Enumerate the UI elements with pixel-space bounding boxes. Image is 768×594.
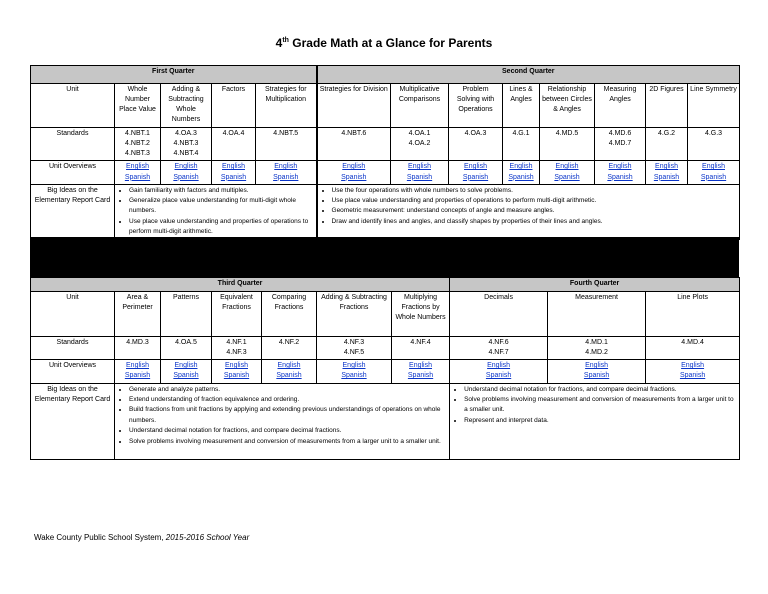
big-ideas-row [31,383,740,459]
overview-links [450,360,548,383]
big-idea-item: • Extend understanding of fraction equivalence and ordering. [129,395,447,405]
spanish-link[interactable]: Spanish [124,372,151,380]
unit-row [31,292,740,337]
spanish-link[interactable]: Spanish [341,173,367,181]
overview-links [256,161,317,184]
english-link[interactable]: English [222,163,245,171]
standards-cell: 4.MD.6 4.MD.7 [595,128,646,161]
overview-links [115,360,161,383]
second-quarter-heading: Second Quarter [317,66,740,84]
fourth-quarter-heading: Fourth Quarter [450,278,740,292]
spanish-link[interactable]: Spanish [173,372,199,380]
unit-cell: Measuring Angles [595,84,646,128]
english-link[interactable]: English [225,362,248,370]
unit-cell: Factors [212,84,256,128]
page-title: 4th Grade Math at a Glance for Parents [275,36,493,50]
quarters-3-4-table [30,277,740,460]
unit-cell: Patterns [161,292,212,337]
standards-cell: 4.NF.4 [392,337,450,360]
unit-cell: Adding & Subtracting Whole Numbers [161,84,212,128]
spanish-link[interactable]: Spanish [341,372,367,380]
overview-links [449,161,503,184]
quarters-1-2-table [30,65,740,240]
unit-cell: Strategies for Division [317,84,391,128]
english-link[interactable]: English [464,163,487,171]
unit-cell: Decimals [450,292,548,337]
english-link[interactable]: English [126,362,149,370]
english-link[interactable]: English [487,362,511,370]
footer-org: Wake County Public School System, [34,533,166,542]
third-quarter-heading: Third Quarter [31,278,450,292]
big-idea-item: • Generate and analyze patterns. [129,385,447,395]
standards-cell: 4.G.3 [688,128,740,161]
english-link[interactable]: English [585,362,609,370]
english-link[interactable]: English [126,163,149,171]
big-idea-item: • Draw and identify lines and angles, and classify shapes by properties of their lines and angles. [332,217,738,227]
standards-cell: 4.OA.4 [212,128,256,161]
spanish-link[interactable]: Spanish [700,173,727,181]
overview-links [317,161,391,184]
divider-band [30,237,739,277]
unit-overviews-row-label: Unit Overviews [31,161,115,184]
spanish-link[interactable]: Spanish [462,173,489,181]
standards-cell: 4.G.2 [646,128,688,161]
unit-cell: Problem Solving with Operations [449,84,503,128]
footer [34,533,249,542]
standards-cell: 4.NBT.6 [317,128,391,161]
unit-cell: Adding & Subtracting Fractions [317,292,392,337]
big-idea-item: • Use the four operations with whole numbers to solve problems. [332,186,738,196]
standards-cell: 4.MD.3 [115,337,161,360]
big-ideas-q3 [115,383,450,459]
unit-cell: Relationship between Circles & Angles [540,84,595,128]
standards-cell: 4.MD.1 4.MD.2 [548,337,646,360]
unit-overviews-row [31,161,740,184]
standards-cell: 4.OA.5 [161,337,212,360]
standards-cell: 4.NF.6 4.NF.7 [450,337,548,360]
standards-cell: 4.NF.1 4.NF.3 [212,337,262,360]
overview-links [115,161,161,184]
overview-links [646,161,688,184]
unit-cell: Lines & Angles [503,84,540,128]
big-ideas-row-label: Big Ideas on the Elementary Report Card [31,184,115,239]
english-link[interactable]: English [174,362,198,370]
spanish-link[interactable]: Spanish [554,173,580,181]
standards-cell: 4.NF.3 4.NF.5 [317,337,392,360]
english-link[interactable]: English [702,163,725,171]
overview-links [391,161,449,184]
spanish-link[interactable]: Spanish [124,173,151,181]
standards-row [31,128,740,161]
english-link[interactable]: English [342,163,366,171]
unit-cell: Comparing Fractions [262,292,317,337]
spanish-link[interactable]: Spanish [485,372,512,380]
overview-links [262,360,317,383]
english-link[interactable]: English [608,163,632,171]
standards-cell: 4.OA.3 4.NBT.3 4.NBT.4 [161,128,212,161]
spanish-link[interactable]: Spanish [653,173,680,181]
spanish-link[interactable]: Spanish [679,372,706,380]
english-link[interactable]: English [681,362,705,370]
big-idea-item: • Generalize place value understanding for multi-digit whole numbers. [129,196,314,217]
overview-links [688,161,740,184]
big-ideas-q1 [115,184,317,239]
big-idea-item: • Understand decimal notation for fractions, and compare decimal fractions. [464,385,737,395]
spanish-link[interactable]: Spanish [583,372,610,380]
unit-overviews-row [31,360,740,383]
unit-cell: Area & Perimeter [115,292,161,337]
spanish-link[interactable]: Spanish [223,372,250,380]
overview-links [540,161,595,184]
overview-links [646,360,740,383]
spanish-link[interactable]: Spanish [508,173,534,181]
big-ideas-row-label: Big Ideas on the Elementary Report Card [31,383,115,459]
unit-cell: Equivalent Fractions [212,292,262,337]
overview-links [548,360,646,383]
overview-links [595,161,646,184]
english-link[interactable]: English [408,163,431,171]
unit-cell: Multiplying Fractions by Whole Numbers [392,292,450,337]
big-ideas-q4 [450,383,740,459]
overview-links [503,161,540,184]
overview-links [392,360,450,383]
unit-cell: Whole Number Place Value [115,84,161,128]
spanish-link[interactable]: Spanish [220,173,247,181]
english-link[interactable]: English [274,163,298,171]
overview-links [161,360,212,383]
standards-cell: 4.NF.2 [262,337,317,360]
unit-cell: Line Symmetry [688,84,740,128]
standards-cell: 4.MD.5 [540,128,595,161]
spanish-link[interactable]: Spanish [173,173,199,181]
standards-cell: 4.OA.3 [449,128,503,161]
unit-cell: Line Plots [646,292,740,337]
standards-cell: 4.MD.4 [646,337,740,360]
standards-row-label: Standards [31,337,115,360]
standards-cell: 4.G.1 [503,128,540,161]
standards-cell: 4.OA.1 4.OA.2 [391,128,449,161]
english-link[interactable]: English [509,163,533,171]
overview-links [212,360,262,383]
big-idea-item: • Build fractions from unit fractions by applying and extending previous understandings of operations on whole numbers. [129,405,447,426]
english-link[interactable]: English [409,362,433,370]
first-quarter-heading: First Quarter [31,66,317,84]
english-link[interactable]: English [174,163,198,171]
english-link[interactable]: English [555,163,579,171]
footer-year: 2015-2016 School Year [165,533,250,542]
spanish-link[interactable]: Spanish [407,372,434,380]
big-idea-item: • Use place value understanding and properties of operations to perform multi-digit arithmetic. [129,217,314,238]
big-idea-item: • Understand decimal notation for fractions, and compare decimal fractions. [129,426,447,436]
standards-cell: 4.NBT.5 [256,128,317,161]
overview-links [161,161,212,184]
spanish-link[interactable]: Spanish [276,372,302,380]
big-idea-item: • Geometric measurement: understand concepts of angle and measure angles. [332,206,738,216]
unit-cell: 2D Figures [646,84,688,128]
unit-row-label: Unit [31,292,115,337]
big-ideas-q2 [317,184,740,239]
big-idea-item: • Solve problems involving measurement and conversion of measurements from a larger unit to a smaller unit. [129,437,447,447]
spanish-link[interactable]: Spanish [607,173,633,181]
big-idea-item: • Solve problems involving measurement and conversion of measurements from a larger unit to a smaller unit. [464,395,737,416]
standards-row-label: Standards [31,128,115,161]
overview-links [212,161,256,184]
english-link[interactable]: English [655,163,678,171]
english-link[interactable]: English [277,362,301,370]
unit-row [31,84,740,128]
standards-row [31,337,740,360]
big-idea-item: • Gain familiarity with factors and multiples. [129,186,314,196]
standards-cell: 4.NBT.1 4.NBT.2 4.NBT.3 [115,128,161,161]
unit-overviews-row-label: Unit Overviews [31,360,115,383]
english-link[interactable]: English [342,362,366,370]
unit-row-label: Unit [31,84,115,128]
spanish-link[interactable]: Spanish [273,173,299,181]
big-ideas-row [31,184,740,239]
overview-links [317,360,392,383]
unit-cell: Multiplicative Comparisons [391,84,449,128]
spanish-link[interactable]: Spanish [406,173,433,181]
unit-cell: Measurement [548,292,646,337]
unit-cell: Strategies for Multiplication [256,84,317,128]
big-idea-item: • Represent and interpret data. [464,416,737,426]
big-idea-item: • Use place value understanding and properties of operations to perform multi-digit arithmetic. [332,196,738,206]
